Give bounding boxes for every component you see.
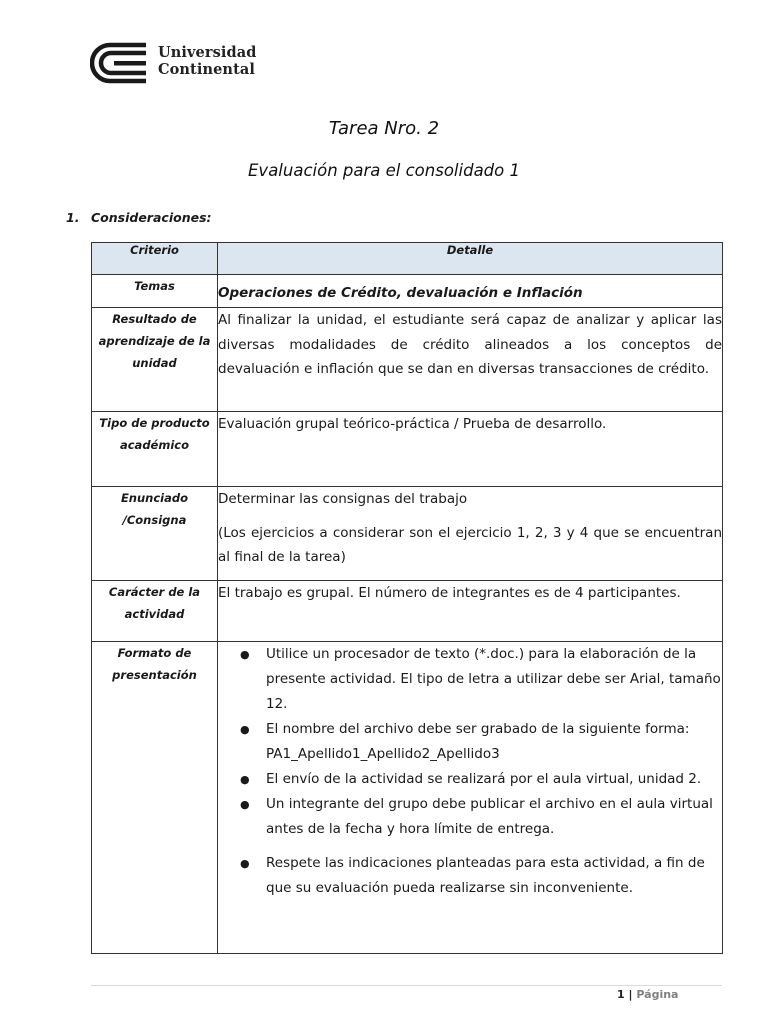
row-detail: Al finalizar la unidad, el estudiante será capaz de analizar y aplicar las diversas modalidades de crédito alineados a los conceptos de devaluación e inflación que se dan en diversas transacciones de crédito. bbox=[218, 308, 723, 412]
list-item bbox=[240, 851, 722, 901]
list-item bbox=[240, 792, 722, 842]
row-detail bbox=[218, 487, 723, 581]
bullet-icon: ● bbox=[240, 723, 250, 736]
list-item bbox=[240, 717, 722, 767]
bullet-icon: ● bbox=[240, 798, 250, 811]
list-item-text: Respete las indicaciones planteadas para esta actividad, a fin de que su evaluación pueda realizarse sin inconveniente. bbox=[266, 855, 705, 896]
row-detail bbox=[218, 642, 723, 954]
page-number: 1 bbox=[617, 988, 625, 1001]
row-detail: Operaciones de Crédito, devaluación e Inflación bbox=[218, 275, 723, 308]
table-row bbox=[92, 642, 723, 954]
list-item bbox=[240, 767, 722, 792]
column-header-criterio: Criterio bbox=[92, 243, 218, 275]
row-label: Resultado de aprendizaje de la unidad bbox=[92, 308, 218, 412]
footer-separator: | bbox=[628, 988, 633, 1001]
list-item-text: Un integrante del grupo debe publicar el archivo en el aula virtual antes de la fecha y hora límite de entrega. bbox=[266, 796, 713, 837]
document-title: Tarea Nro. 2 bbox=[328, 118, 440, 139]
university-logo bbox=[90, 40, 260, 86]
list-item-text: Utilice un procesador de texto (*.doc.) para la elaboración de la presente actividad. El tipo de letra a utilizar debe ser Arial, tamaño 12. bbox=[266, 646, 721, 712]
section-number: 1. bbox=[66, 210, 80, 225]
table-row bbox=[92, 275, 723, 308]
list-item-text: El envío de la actividad se realizará por el aula virtual, unidad 2. bbox=[266, 771, 702, 787]
page-footer bbox=[617, 988, 678, 1001]
bullet-icon: ● bbox=[240, 648, 250, 661]
row-detail: El trabajo es grupal. El número de integrantes es de 4 participantes. bbox=[218, 581, 723, 642]
footer-divider bbox=[91, 985, 722, 986]
logo-line-2: Continental bbox=[158, 61, 255, 78]
table-row bbox=[92, 487, 723, 581]
bullet-icon: ● bbox=[240, 773, 250, 786]
logo-line-1: Universidad bbox=[158, 44, 257, 61]
bullet-icon: ● bbox=[240, 857, 250, 870]
row-label: Tipo de producto académico bbox=[92, 412, 218, 487]
detail-paragraph: Determinar las consignas del trabajo bbox=[218, 491, 468, 507]
page-label: Página bbox=[636, 988, 679, 1001]
row-label: Formato de presentación bbox=[92, 642, 218, 954]
row-detail: Evaluación grupal teórico-práctica / Prueba de desarrollo. bbox=[218, 412, 723, 487]
detail-paragraph: (Los ejercicios a considerar son el ejercicio 1, 2, 3 y 4 que se encuentran al final de la tarea) bbox=[218, 524, 722, 565]
row-label: Carácter de la actividad bbox=[92, 581, 218, 642]
column-header-detalle: Detalle bbox=[218, 243, 723, 275]
table-header-row bbox=[92, 243, 723, 275]
logo-wordmark bbox=[158, 44, 256, 78]
continental-c-logo-icon bbox=[90, 42, 150, 84]
document-subtitle: Evaluación para el consolidado 1 bbox=[248, 161, 520, 180]
section-heading bbox=[66, 210, 212, 225]
list-item-text: El nombre del archivo debe ser grabado de la siguiente forma: PA1_Apellido1_Apellido2_Apellido3 bbox=[266, 721, 690, 762]
table-row bbox=[92, 412, 723, 487]
list-item bbox=[240, 642, 722, 717]
format-bullet-list bbox=[218, 642, 722, 901]
considerations-table bbox=[91, 242, 723, 954]
row-label: Enunciado /Consigna bbox=[92, 487, 218, 581]
row-label: Temas bbox=[92, 275, 218, 308]
table-row bbox=[92, 581, 723, 642]
table-row bbox=[92, 308, 723, 412]
section-label: Consideraciones: bbox=[91, 210, 212, 225]
